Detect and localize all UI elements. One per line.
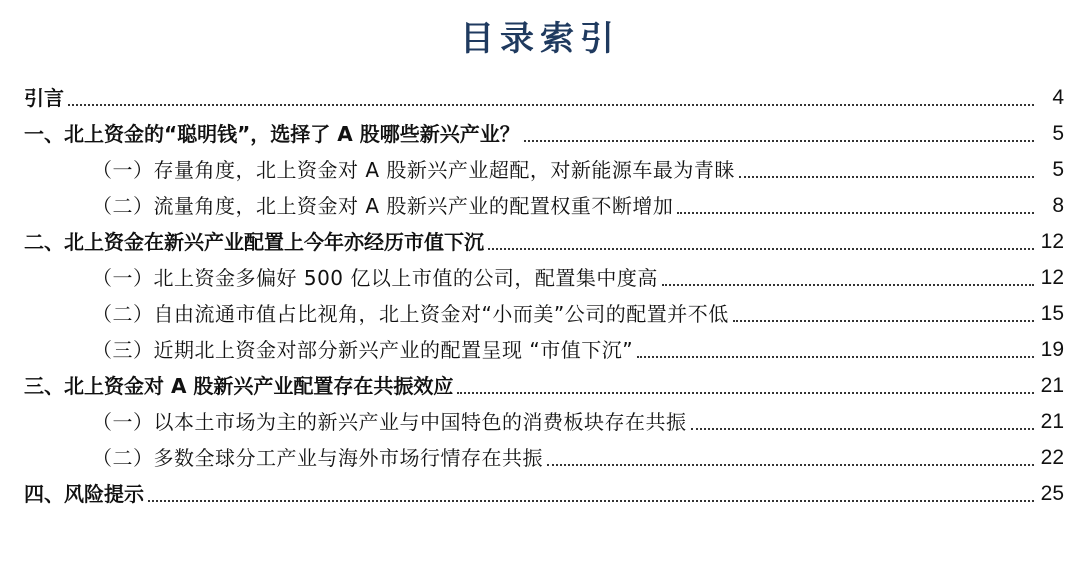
toc-entry[interactable] bbox=[0, 332, 1080, 368]
toc-entry-text: 四、风险提示 bbox=[24, 482, 144, 506]
toc-entry-text: （一）存量角度，北上资金对 A 股新兴产业超配，对新能源车最为青睐 bbox=[92, 158, 735, 182]
toc-entry[interactable] bbox=[0, 476, 1080, 512]
toc-leader-dots bbox=[68, 104, 1034, 106]
toc-entry[interactable] bbox=[0, 296, 1080, 332]
toc-leader-dots bbox=[457, 392, 1034, 394]
toc-entry[interactable] bbox=[0, 440, 1080, 476]
toc-leader-dots bbox=[739, 176, 1034, 178]
toc-entry[interactable] bbox=[0, 260, 1080, 296]
toc-page-number: 8 bbox=[1052, 194, 1064, 217]
toc-page-number: 25 bbox=[1040, 482, 1064, 505]
toc-entry-text: （二）自由流通市值占比视角，北上资金对“小而美”公司的配置并不低 bbox=[92, 302, 729, 326]
toc-entry-text: 引言 bbox=[24, 86, 64, 110]
toc-entry[interactable] bbox=[0, 152, 1080, 188]
toc-entry-text: （三）近期北上资金对部分新兴产业的配置呈现 “市值下沉” bbox=[92, 338, 634, 362]
toc-page-number: 5 bbox=[1052, 158, 1064, 181]
toc-leader-dots bbox=[148, 500, 1034, 502]
toc-entry-text: （一）北上资金多偏好 500 亿以上市值的公司，配置集中度高 bbox=[92, 266, 658, 290]
toc-page-number: 5 bbox=[1052, 122, 1064, 145]
toc-page-number: 21 bbox=[1040, 374, 1064, 397]
toc-entry-text: 三、北上资金对 A 股新兴产业配置存在共振效应 bbox=[24, 374, 454, 398]
toc-leader-dots bbox=[488, 248, 1034, 250]
toc-leader-dots bbox=[662, 284, 1034, 286]
toc-entry-text: 二、北上资金在新兴产业配置上今年亦经历市值下沉 bbox=[24, 230, 484, 254]
document-title: 目录索引 bbox=[460, 19, 620, 59]
toc-page-number: 15 bbox=[1040, 302, 1064, 325]
toc-entry[interactable] bbox=[0, 368, 1080, 404]
toc-entry-text: （二）多数全球分工产业与海外市场行情存在共振 bbox=[92, 446, 543, 470]
toc-page-number: 12 bbox=[1040, 230, 1064, 253]
toc-leader-dots bbox=[637, 356, 1034, 358]
toc-leader-dots bbox=[547, 464, 1034, 466]
toc-page-number: 12 bbox=[1040, 266, 1064, 289]
toc-entry-text: （二）流量角度，北上资金对 A 股新兴产业的配置权重不断增加 bbox=[92, 194, 674, 218]
toc-entry[interactable] bbox=[0, 80, 1080, 116]
toc-entry[interactable] bbox=[0, 188, 1080, 224]
toc-page-number: 21 bbox=[1040, 410, 1064, 433]
toc-page-number: 19 bbox=[1040, 338, 1064, 361]
toc-entry[interactable] bbox=[0, 116, 1080, 152]
toc-entry[interactable] bbox=[0, 224, 1080, 260]
toc-leader-dots bbox=[733, 320, 1034, 322]
toc-entry-text: （一）以本土市场为主的新兴产业与中国特色的消费板块存在共振 bbox=[92, 410, 687, 434]
toc-page-number: 22 bbox=[1040, 446, 1064, 469]
toc-page-number: 4 bbox=[1052, 86, 1064, 109]
toc-leader-dots bbox=[524, 140, 1034, 142]
toc-leader-dots bbox=[677, 212, 1034, 214]
toc-entry[interactable] bbox=[0, 404, 1080, 440]
toc-leader-dots bbox=[691, 428, 1035, 430]
toc-entry-text: 一、北上资金的“聪明钱”，选择了 A 股哪些新兴产业？ bbox=[24, 122, 520, 146]
